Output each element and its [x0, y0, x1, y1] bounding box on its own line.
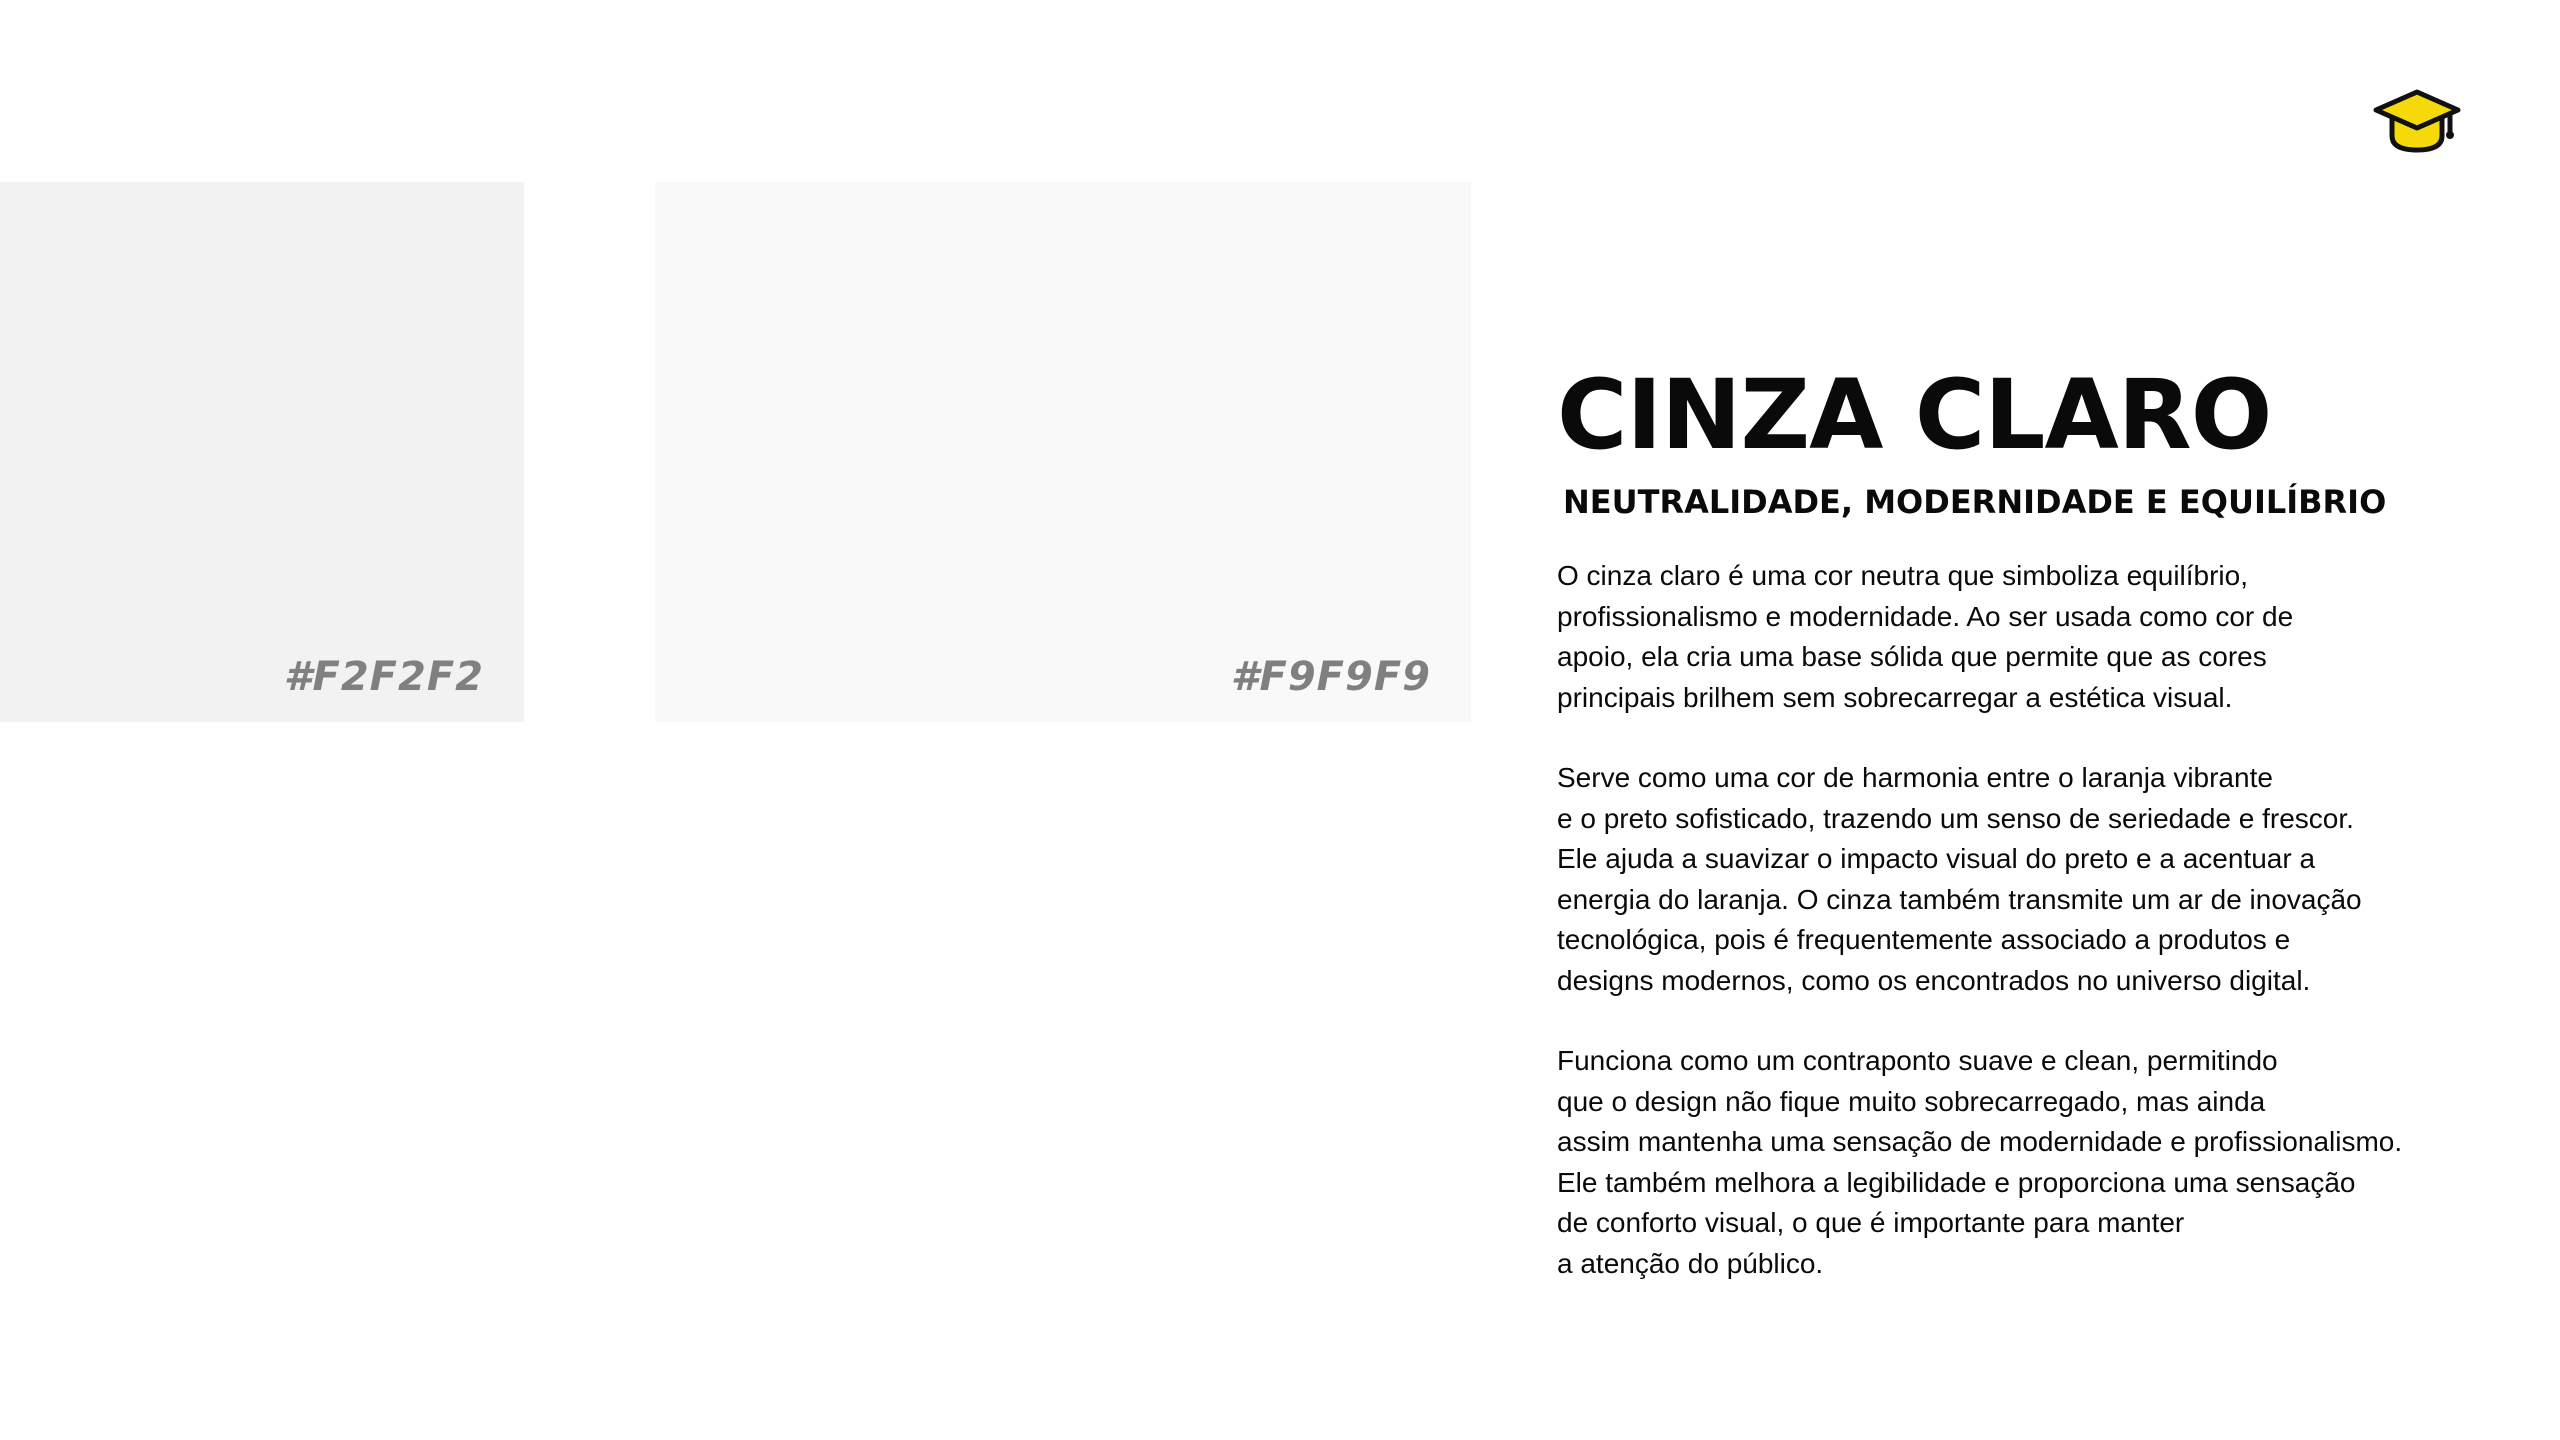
graduation-cap-icon	[2372, 86, 2462, 154]
text-line: apoio, ela cria uma base sólida que permite que as cores	[1557, 641, 2267, 672]
text-line: Ele ajuda a suavizar o impacto visual do preto e a acentuar a	[1557, 843, 2316, 874]
text-line: assim mantenha uma sensação de modernidade e profissionalismo.	[1557, 1126, 2403, 1157]
text-line: Funciona como um contraponto suave e clean, permitindo	[1557, 1045, 2278, 1076]
description	[1557, 556, 2517, 1284]
swatch-hex-label: #F2F2F2	[283, 654, 484, 700]
text-line: principais brilhem sem sobrecarregar a estética visual.	[1557, 681, 2233, 713]
text-line: Ele também melhora a legibilidade e proporciona uma sensação	[1557, 1166, 2356, 1198]
text-line: tecnológica, pois é frequentemente associado a produtos e	[1557, 924, 2291, 955]
text-line: e o preto sofisticado, trazendo um senso de seriedade e frescor.	[1557, 802, 2354, 834]
paragraph-2	[1557, 758, 2517, 1001]
text-line: a atenção do público.	[1557, 1247, 1824, 1279]
swatch-hex-label: #F9F9F9	[1230, 654, 1431, 700]
text-line: profissionalismo e modernidade. Ao ser usada como cor de	[1557, 600, 2294, 632]
text-line: energia do laranja. O cinza também transmite um ar de inovação	[1557, 883, 2362, 915]
color-swatch-f2f2f2	[0, 182, 524, 722]
text-line: O cinza claro é uma cor neutra que simboliza equilíbrio,	[1557, 560, 2249, 591]
text-column	[1557, 360, 2517, 1324]
paragraph-3	[1557, 1041, 2517, 1284]
text-line: designs modernos, como os encontrados no universo digital.	[1557, 964, 2311, 996]
paragraph-1	[1557, 556, 2517, 718]
subtitle: NEUTRALIDADE, MODERNIDADE E EQUILÍBRIO	[1563, 483, 2387, 521]
color-swatch-f9f9f9	[655, 182, 1471, 722]
text-line: que o design não fique muito sobrecarregado, mas ainda	[1557, 1085, 2266, 1117]
page-title: CINZA CLARO	[1557, 359, 2272, 471]
text-line: de conforto visual, o que é importante para manter	[1557, 1207, 2185, 1238]
text-line: Serve como uma cor de harmonia entre o laranja vibrante	[1557, 762, 2273, 793]
